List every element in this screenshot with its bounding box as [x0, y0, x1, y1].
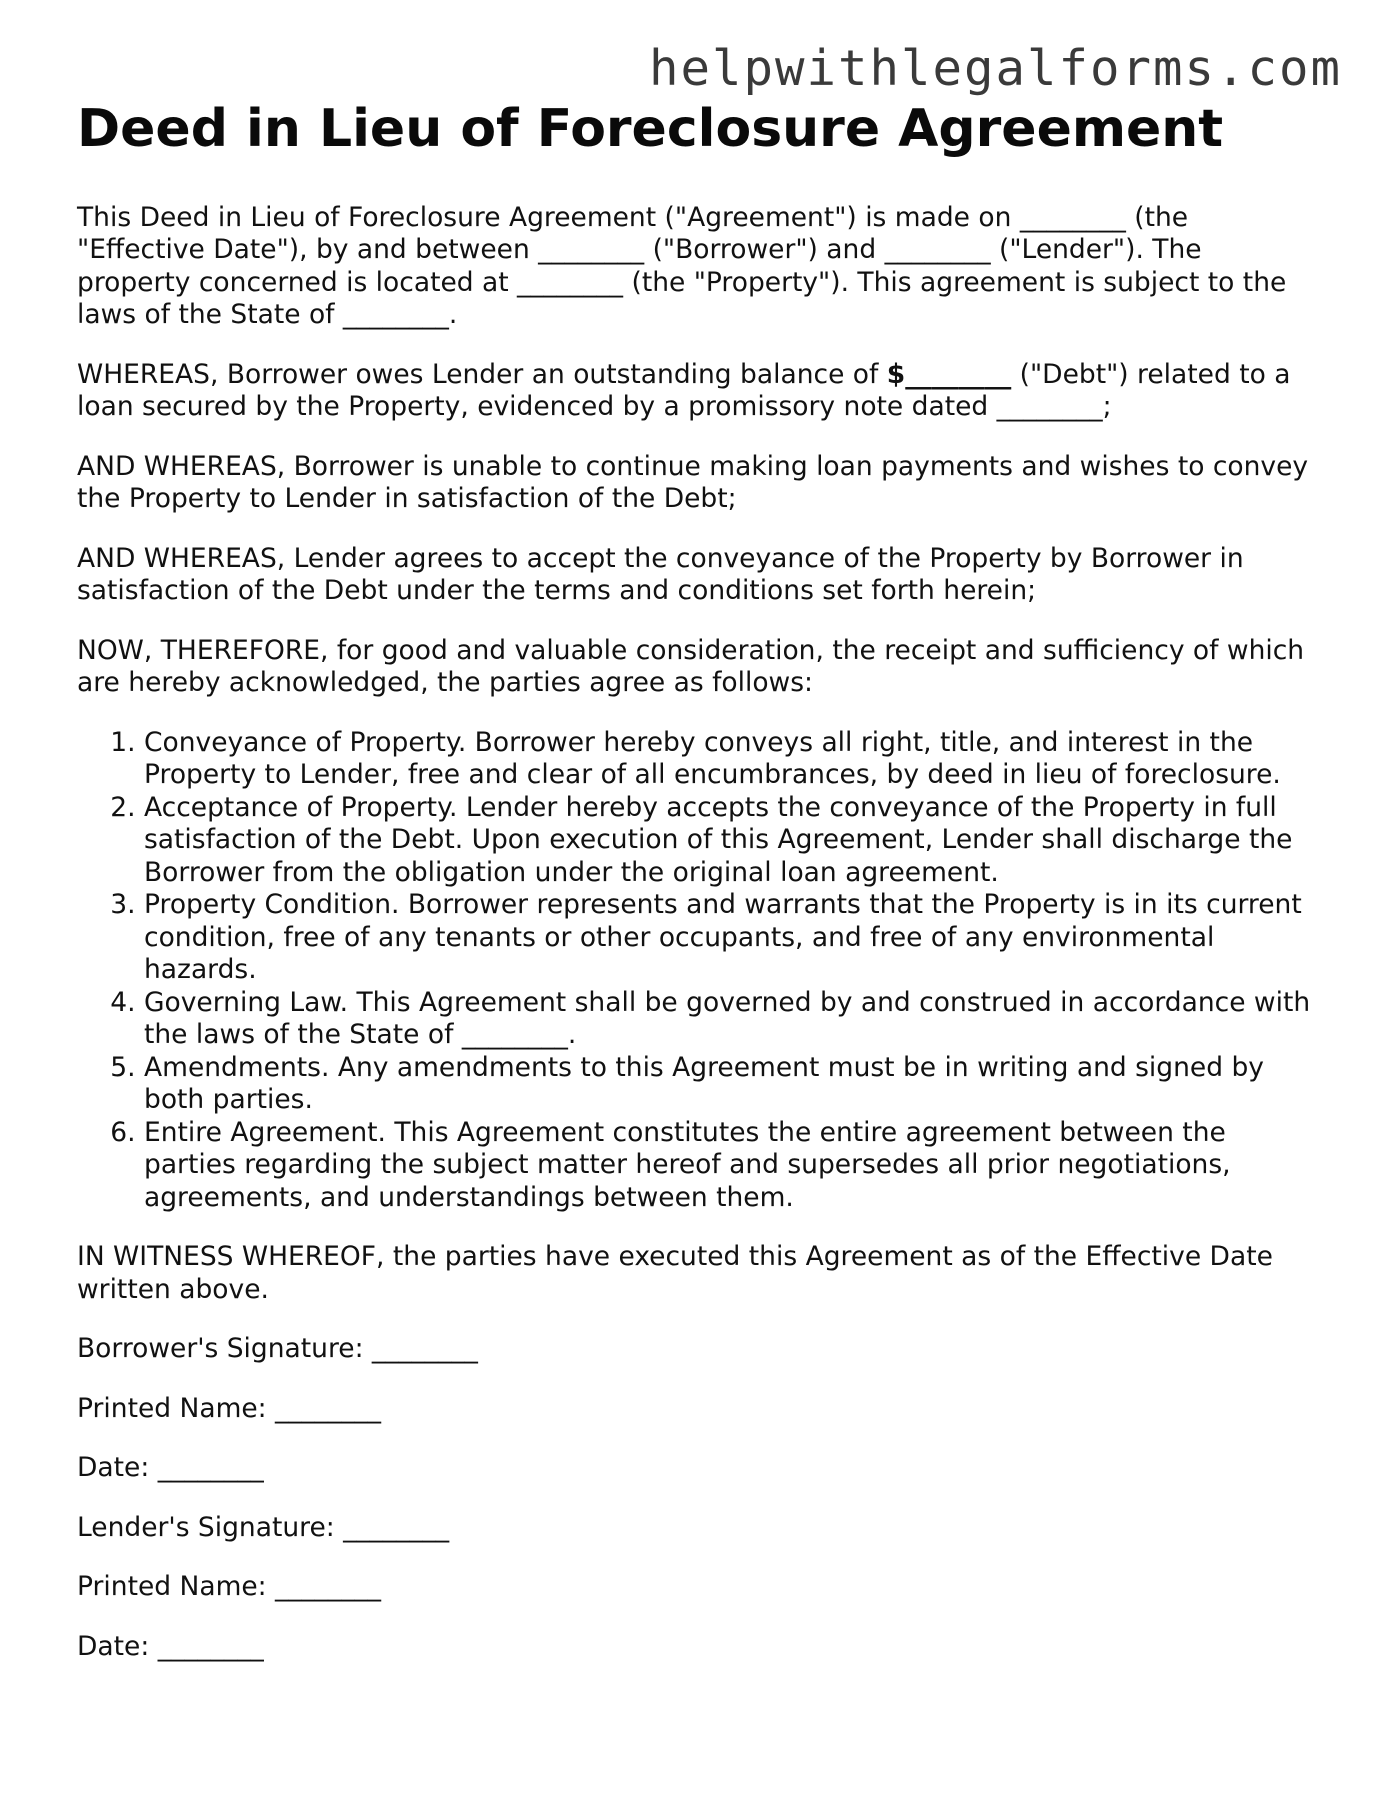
term-property-condition: 3. Property Condition. Borrower represents and warrants that the Property is in its current condition, free of any tenants or other occupants, and free of any environmental hazards. — [144, 889, 1322, 987]
whereas-borrower-paragraph: AND WHEREAS, Borrower is unable to continue making loan payments and wishes to convey the Property to Lender in satisfaction of the Debt; — [77, 450, 1309, 515]
term-entire-agreement: 6. Entire Agreement. This Agreement constitutes the entire agreement between the parties regarding the subject matter hereof and supersedes all prior negotiations, agreements, and understandings between them. — [144, 1117, 1322, 1215]
term-governing-law: 4. Governing Law. This Agreement shall be governed by and construed in accordance with the laws of the State of ________. — [144, 987, 1322, 1052]
lender-signature-line: Lender's Signature: ________ — [77, 1511, 450, 1543]
lender-printed-name-line: Printed Name: ________ — [77, 1571, 382, 1603]
intro-paragraph: This Deed in Lieu of Foreclosure Agreement ("Agreement") is made on ________ (the "Effective Date"), by and between ________ ("Borrower") and ________ ("Lender"). The property concerned is located at ________ (the "Property"). This agreement is subject to the laws of the State of ________. — [77, 201, 1287, 331]
terms-list — [77, 727, 1322, 1215]
borrower-printed-name-line: Printed Name: ________ — [77, 1392, 382, 1424]
term-acceptance: 2. Acceptance of Property. Lender hereby accepts the conveyance of the Property in full satisfaction of the Debt. Upon execution of this Agreement, Lender shall discharge the Borrower from the obligation under the original loan agreement. — [144, 792, 1322, 890]
whereas-debt-paragraph — [77, 359, 1322, 424]
document-body — [77, 100, 1322, 1690]
whereas-debt-tail: ("Debt") related to a loan secured by the Property, evidenced by a promissory note dated ________; — [77, 358, 1291, 423]
document-title: Deed in Lieu of Foreclosure Agreement — [77, 99, 1224, 159]
now-therefore-paragraph: NOW, THEREFORE, for good and valuable consideration, the receipt and sufficiency of which are hereby acknowledged, the parties agree as follows: — [77, 634, 1305, 699]
term-conveyance: 1. Conveyance of Property. Borrower hereby conveys all right, title, and interest in the Property to Lender, free and clear of all encumbrances, by deed in lieu of foreclosure. — [144, 727, 1322, 792]
witness-paragraph: IN WITNESS WHEREOF, the parties have executed this Agreement as of the Effective Date written above. — [77, 1241, 1273, 1305]
lender-date-line: Date: ________ — [77, 1630, 264, 1662]
debt-amount-blank: $________ — [886, 358, 1012, 390]
term-amendments: 5. Amendments. Any amendments to this Agreement must be in writing and signed by both parties. — [144, 1052, 1322, 1117]
borrower-date-line: Date: ________ — [77, 1452, 264, 1484]
watermark: helpwithlegalforms.com — [648, 40, 1342, 97]
whereas-debt-lead: WHEREAS, Borrower owes Lender an outstanding balance of — [77, 358, 887, 390]
borrower-signature-line: Borrower's Signature: ________ — [77, 1333, 478, 1365]
whereas-lender-paragraph: AND WHEREAS, Lender agrees to accept the conveyance of the Property by Borrower in satisfaction of the Debt under the terms and conditions set forth herein; — [77, 542, 1244, 607]
